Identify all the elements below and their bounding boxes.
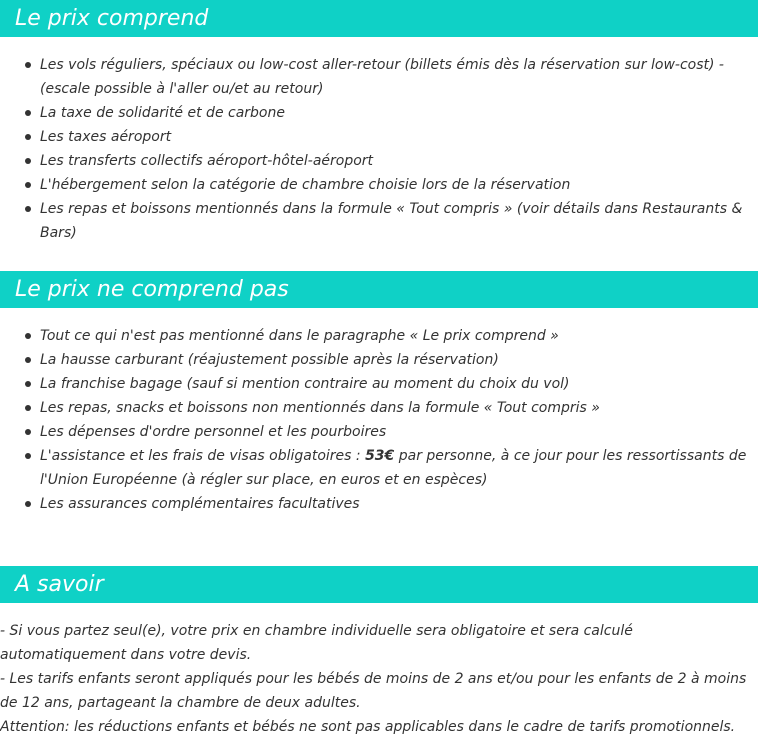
bullet-icon — [25, 62, 31, 68]
bullet-icon — [25, 501, 31, 507]
list-item: La taxe de solidarité et de carbone — [0, 101, 758, 125]
bullet-icon — [25, 333, 31, 339]
list-item: Les repas et boissons mentionnés dans la formule « Tout compris » (voir détails dans Restaurants & Bars) — [0, 197, 758, 245]
bullet-icon — [25, 134, 31, 140]
list-item: Les transferts collectifs aéroport-hôtel-aéroport — [0, 149, 758, 173]
bullet-icon — [25, 357, 31, 363]
list-item-visa: L'assistance et les frais de visas obligatoires : 53€ par personne, à ce jour pour les ressortissants de l'Union Européenne (à régler sur place, en euros et en espèces) — [0, 444, 758, 492]
bullet-icon — [25, 453, 31, 459]
list-prix-comprend — [0, 53, 758, 245]
note-line: - Les tarifs enfants seront appliqués pour les bébés de moins de 2 ans et/ou pour les enfants de 2 à moins de 12 ans, partageant la chambre de deux adultes. — [0, 671, 747, 711]
list-item: Les taxes aéroport — [0, 125, 758, 149]
visa-amount: 53€ — [365, 448, 395, 464]
note-line: Attention: les réductions enfants et bébés ne sont pas applicables dans le cadre de tarifs promotionnels. — [0, 719, 736, 735]
list-item: L'hébergement selon la catégorie de chambre choisie lors de la réservation — [0, 173, 758, 197]
bullet-icon — [25, 110, 31, 116]
list-prix-ne-comprend-pas — [0, 324, 758, 516]
bullet-icon — [25, 405, 31, 411]
list-item: Les vols réguliers, spéciaux ou low-cost aller-retour (billets émis dès la réservation sur low-cost) - (escale possible à l'aller ou/et au retour) — [0, 53, 758, 101]
list-item: Tout ce qui n'est pas mentionné dans le paragraphe « Le prix comprend » — [0, 324, 758, 348]
bullet-icon — [25, 381, 31, 387]
section-title-a-savoir: A savoir — [0, 566, 758, 603]
section-title-prix-comprend: Le prix comprend — [0, 0, 758, 37]
bullet-icon — [25, 206, 31, 212]
list-item: Les repas, snacks et boissons non mentionnés dans la formule « Tout compris » — [0, 396, 758, 420]
a-savoir-text — [0, 619, 752, 739]
list-item: Les dépenses d'ordre personnel et les pourboires — [0, 420, 758, 444]
note-line: - Si vous partez seul(e), votre prix en chambre individuelle sera obligatoire et sera calculé automatiquement dans votre devis. — [0, 623, 633, 663]
bullet-icon — [25, 158, 31, 164]
list-item: La franchise bagage (sauf si mention contraire au moment du choix du vol) — [0, 372, 758, 396]
list-item: Les assurances complémentaires facultatives — [0, 492, 758, 516]
section-title-prix-ne-comprend-pas: Le prix ne comprend pas — [0, 271, 758, 308]
bullet-icon — [25, 182, 31, 188]
bullet-icon — [25, 429, 31, 435]
list-item: La hausse carburant (réajustement possible après la réservation) — [0, 348, 758, 372]
